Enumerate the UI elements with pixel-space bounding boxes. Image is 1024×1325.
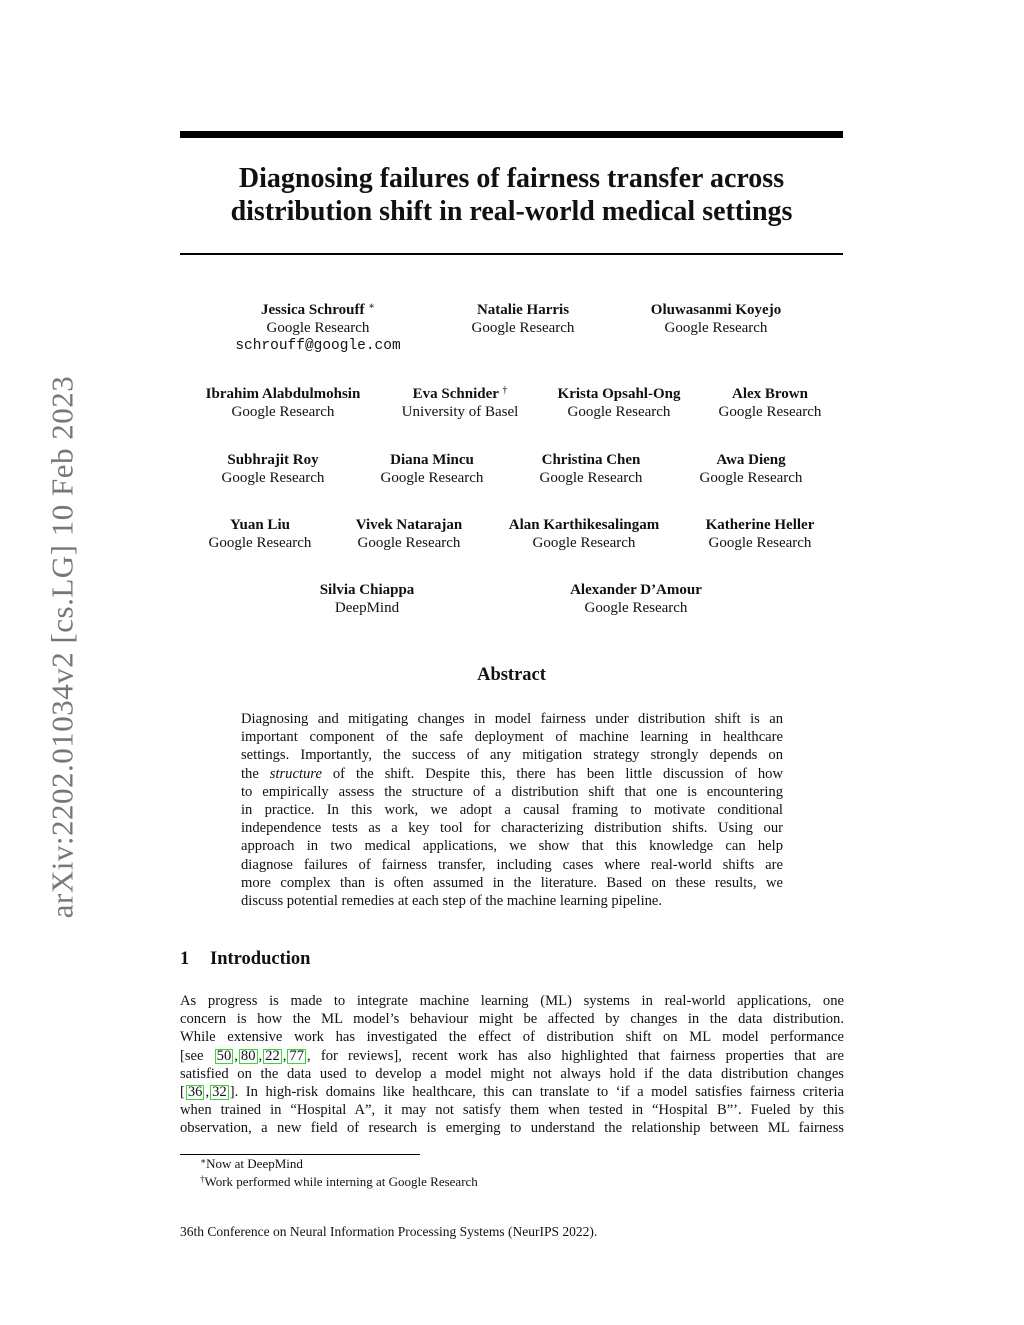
author-affiliation: Google Research <box>584 600 688 616</box>
author-email[interactable]: schrouff@google.com <box>235 338 401 354</box>
body-line: [ 36 , 32 ]. In high-risk domains like healthcare, this can translate to ‘if a model satisfies fairness criteria <box>180 1083 844 1100</box>
footnote-mark: † <box>502 385 508 396</box>
body-line: [see 50 , 80 , 22 , 77 , for reviews], recent work has also highlighted that fairness properties that are <box>180 1047 844 1064</box>
section-heading-introduction <box>180 949 310 970</box>
author-name: Jessica Schrouff ∗ <box>260 301 376 318</box>
arxiv-identifier[interactable] <box>28 352 96 942</box>
author-name: Awa Dieng <box>716 452 786 468</box>
author-block <box>489 516 679 552</box>
author-block <box>193 451 353 487</box>
abstract-body <box>241 710 783 910</box>
author-block <box>352 451 512 487</box>
emphasis-structure: structure <box>269 765 322 782</box>
author-affiliation: Google Research <box>231 404 335 420</box>
author-name: Alex Brown <box>732 386 808 402</box>
title-bottom-rule <box>180 253 843 255</box>
title-top-rule <box>180 131 843 138</box>
citation-link[interactable]: 36 <box>187 1083 203 1100</box>
author-affiliation: Google Research <box>471 320 575 336</box>
abstract-line: approach in two medical applications, we show that this knowledge can help <box>241 838 783 855</box>
author-block <box>536 581 736 617</box>
body-line: observation, a new field of research is emerging to understand the relationship between ML fairness <box>180 1120 844 1137</box>
body-line: when trained in “Hospital A”, it may not satisfy them when tested in “Hospital B”’. Fueled by this <box>180 1102 844 1119</box>
arxiv-identifier-text: arXiv:2202.01034v2 [cs.LG] 10 Feb 2023 <box>44 375 79 919</box>
abstract-line: Diagnosing and mitigating changes in model fairness under distribution shift is an <box>241 711 783 727</box>
abstract-line: the structure of the shift. Despite this, there has been little discussion of how <box>241 765 783 782</box>
abstract-line: discuss potential remedies at each step of the machine learning pipeline. <box>241 892 663 909</box>
abstract-line: independence tests as a key tool for characterizing distribution shifts. Using our <box>241 820 783 837</box>
body-line: satisfied on the data used to develop a model might not always hold if the data distribution changes <box>180 1065 844 1082</box>
author-block <box>329 516 489 552</box>
author-affiliation: DeepMind <box>334 600 400 616</box>
citation-link[interactable]: 50 <box>216 1047 232 1064</box>
author-name: Natalie Harris <box>476 302 570 318</box>
author-name: Vivek Natarajan <box>355 517 463 533</box>
author-name: Alan Karthikesalingam <box>508 517 660 533</box>
section-number: 1 <box>180 949 190 969</box>
body-line: As progress is made to integrate machine learning (ML) systems in real-world applications, one <box>180 993 844 1009</box>
author-name: Subhrajit Roy <box>227 452 319 468</box>
author-affiliation: Google Research <box>380 470 484 486</box>
abstract-heading: Abstract <box>477 665 546 685</box>
author-affiliation: Google Research <box>699 470 803 486</box>
abstract-line: important component of the safe deployment of machine learning in healthcare <box>241 729 783 746</box>
footnote-rule <box>180 1154 420 1155</box>
author-block <box>671 451 831 487</box>
author-block <box>539 385 699 421</box>
footnote: †Work performed while interning at Google Research <box>200 1174 478 1189</box>
author-block <box>380 385 540 421</box>
author-block <box>680 516 840 552</box>
author-affiliation: Google Research <box>718 404 822 420</box>
citation-link[interactable]: 80 <box>240 1047 256 1064</box>
author-affiliation: Google Research <box>708 535 812 551</box>
body-line: While extensive work has investigated the effect of distribution shift on ML model performance <box>180 1029 844 1046</box>
abstract-line: settings. Importantly, the success of any mitigation strategy strongly depends on <box>241 747 783 764</box>
author-name: Krista Opsahl-Ong <box>557 386 681 402</box>
footnote-mark: ∗ <box>200 1156 207 1166</box>
author-block <box>180 516 340 552</box>
author-block <box>183 385 383 421</box>
author-name: Silvia Chiappa <box>319 582 415 598</box>
author-affiliation: Google Research <box>208 535 312 551</box>
author-affiliation: Google Research <box>567 404 671 420</box>
author-block <box>287 581 447 617</box>
body-line: concern is how the ML model’s behaviour might be affected by changes in the data distribution. <box>180 1011 844 1028</box>
author-affiliation: University of Basel <box>401 404 519 420</box>
author-name: Ibrahim Alabdulmohsin <box>205 386 361 402</box>
author-name: Alexander D’Amour <box>570 582 702 598</box>
title-line-2: distribution shift in real-world medical settings <box>230 196 793 227</box>
citation-link[interactable]: 77 <box>289 1047 305 1064</box>
author-name: Eva Schnider † <box>412 385 508 402</box>
paper-title <box>180 162 843 228</box>
author-name: Diana Mincu <box>390 452 474 468</box>
abstract-line: more complex than is often assumed in the literature. Based on these results, we <box>241 874 783 891</box>
author-affiliation: Google Research <box>532 535 636 551</box>
author-name: Katherine Heller <box>705 517 815 533</box>
author-affiliation: Google Research <box>664 320 768 336</box>
author-block <box>616 301 816 337</box>
abstract-line: to empirically assess the structure of a distribution shift that one is encountering <box>241 783 783 800</box>
author-block <box>511 451 671 487</box>
footnote-mark: † <box>200 1174 205 1184</box>
title-line-1: Diagnosing failures of fairness transfer across <box>238 163 785 194</box>
author-affiliation: Google Research <box>539 470 643 486</box>
author-name: Oluwasanmi Koyejo <box>650 302 782 318</box>
author-block <box>218 301 418 355</box>
author-affiliation: Google Research <box>221 470 325 486</box>
author-name: Yuan Liu <box>230 517 290 533</box>
author-affiliation: Google Research <box>266 320 370 336</box>
author-block <box>690 385 850 421</box>
abstract-line: in practice. In this work, we adopt a causal framing to motivate conditional <box>241 801 783 818</box>
author-affiliation: Google Research <box>357 535 461 551</box>
footnote: ∗Now at DeepMind <box>200 1156 303 1171</box>
section-title: Introduction <box>210 949 311 969</box>
footnote-mark: ∗ <box>368 301 376 312</box>
author-name: Christina Chen <box>541 452 641 468</box>
abstract-line: diagnose failures of fairness transfer, including cases where real-world shifts are <box>241 856 783 873</box>
citation-link[interactable]: 22 <box>265 1047 280 1064</box>
citation-link[interactable]: 32 <box>212 1083 227 1100</box>
conference-note: 36th Conference on Neural Information Processing Systems (NeurIPS 2022). <box>180 1224 598 1239</box>
author-block <box>423 301 623 337</box>
introduction-body <box>180 992 844 1138</box>
